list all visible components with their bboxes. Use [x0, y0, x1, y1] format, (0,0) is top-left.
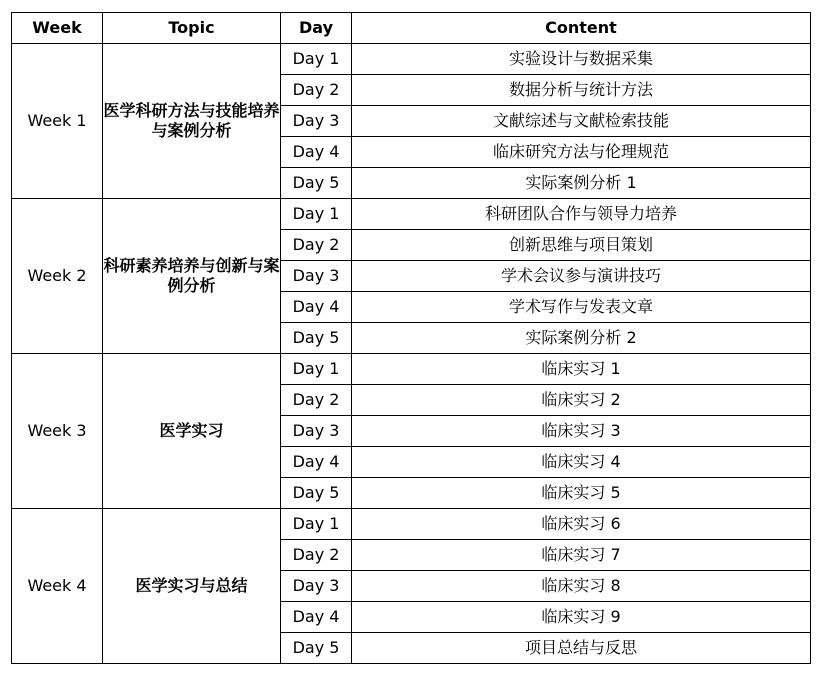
content-cell: 临床实习 4 — [352, 447, 811, 478]
content-cell: 实验设计与数据采集 — [352, 44, 811, 75]
table-row — [12, 44, 811, 75]
content-cell: 临床实习 2 — [352, 385, 811, 416]
content-cell: 实际案例分析 1 — [352, 168, 811, 199]
content-cell: 临床实习 9 — [352, 602, 811, 633]
day-cell: Day 3 — [281, 416, 352, 447]
content-cell: 文献综述与文献检索技能 — [352, 106, 811, 137]
topic-cell: 医学实习 — [103, 354, 281, 509]
day-cell: Day 2 — [281, 385, 352, 416]
content-cell: 创新思维与项目策划 — [352, 230, 811, 261]
content-cell: 项目总结与反思 — [352, 633, 811, 664]
header-week: Week — [12, 13, 103, 44]
topic-cell: 科研素养培养与创新与案例分析 — [103, 199, 281, 354]
table-body — [12, 44, 811, 664]
day-cell: Day 4 — [281, 292, 352, 323]
day-cell: Day 5 — [281, 168, 352, 199]
schedule-table — [11, 12, 811, 664]
day-cell: Day 2 — [281, 540, 352, 571]
day-cell: Day 3 — [281, 571, 352, 602]
week-cell: Week 1 — [12, 44, 103, 199]
content-cell: 学术写作与发表文章 — [352, 292, 811, 323]
content-cell: 临床研究方法与伦理规范 — [352, 137, 811, 168]
week-cell: Week 3 — [12, 354, 103, 509]
table-header — [12, 13, 811, 44]
topic-cell: 医学科研方法与技能培养与案例分析 — [103, 44, 281, 199]
day-cell: Day 2 — [281, 230, 352, 261]
content-cell: 数据分析与统计方法 — [352, 75, 811, 106]
day-cell: Day 4 — [281, 447, 352, 478]
day-cell: Day 4 — [281, 137, 352, 168]
content-cell: 学术会议参与演讲技巧 — [352, 261, 811, 292]
topic-cell: 医学实习与总结 — [103, 509, 281, 664]
table-row — [12, 199, 811, 230]
day-cell: Day 1 — [281, 509, 352, 540]
content-cell: 临床实习 3 — [352, 416, 811, 447]
day-cell: Day 1 — [281, 354, 352, 385]
table-row — [12, 354, 811, 385]
content-cell: 临床实习 8 — [352, 571, 811, 602]
content-cell: 临床实习 7 — [352, 540, 811, 571]
day-cell: Day 3 — [281, 106, 352, 137]
content-cell: 临床实习 5 — [352, 478, 811, 509]
content-cell: 实际案例分析 2 — [352, 323, 811, 354]
header-topic: Topic — [103, 13, 281, 44]
header-content: Content — [352, 13, 811, 44]
table-row — [12, 509, 811, 540]
day-cell: Day 4 — [281, 602, 352, 633]
content-cell: 临床实习 1 — [352, 354, 811, 385]
day-cell: Day 5 — [281, 323, 352, 354]
week-cell: Week 4 — [12, 509, 103, 664]
week-cell: Week 2 — [12, 199, 103, 354]
header-day: Day — [281, 13, 352, 44]
header-row — [12, 13, 811, 44]
day-cell: Day 5 — [281, 633, 352, 664]
day-cell: Day 2 — [281, 75, 352, 106]
content-cell: 科研团队合作与领导力培养 — [352, 199, 811, 230]
day-cell: Day 3 — [281, 261, 352, 292]
day-cell: Day 5 — [281, 478, 352, 509]
day-cell: Day 1 — [281, 44, 352, 75]
day-cell: Day 1 — [281, 199, 352, 230]
content-cell: 临床实习 6 — [352, 509, 811, 540]
